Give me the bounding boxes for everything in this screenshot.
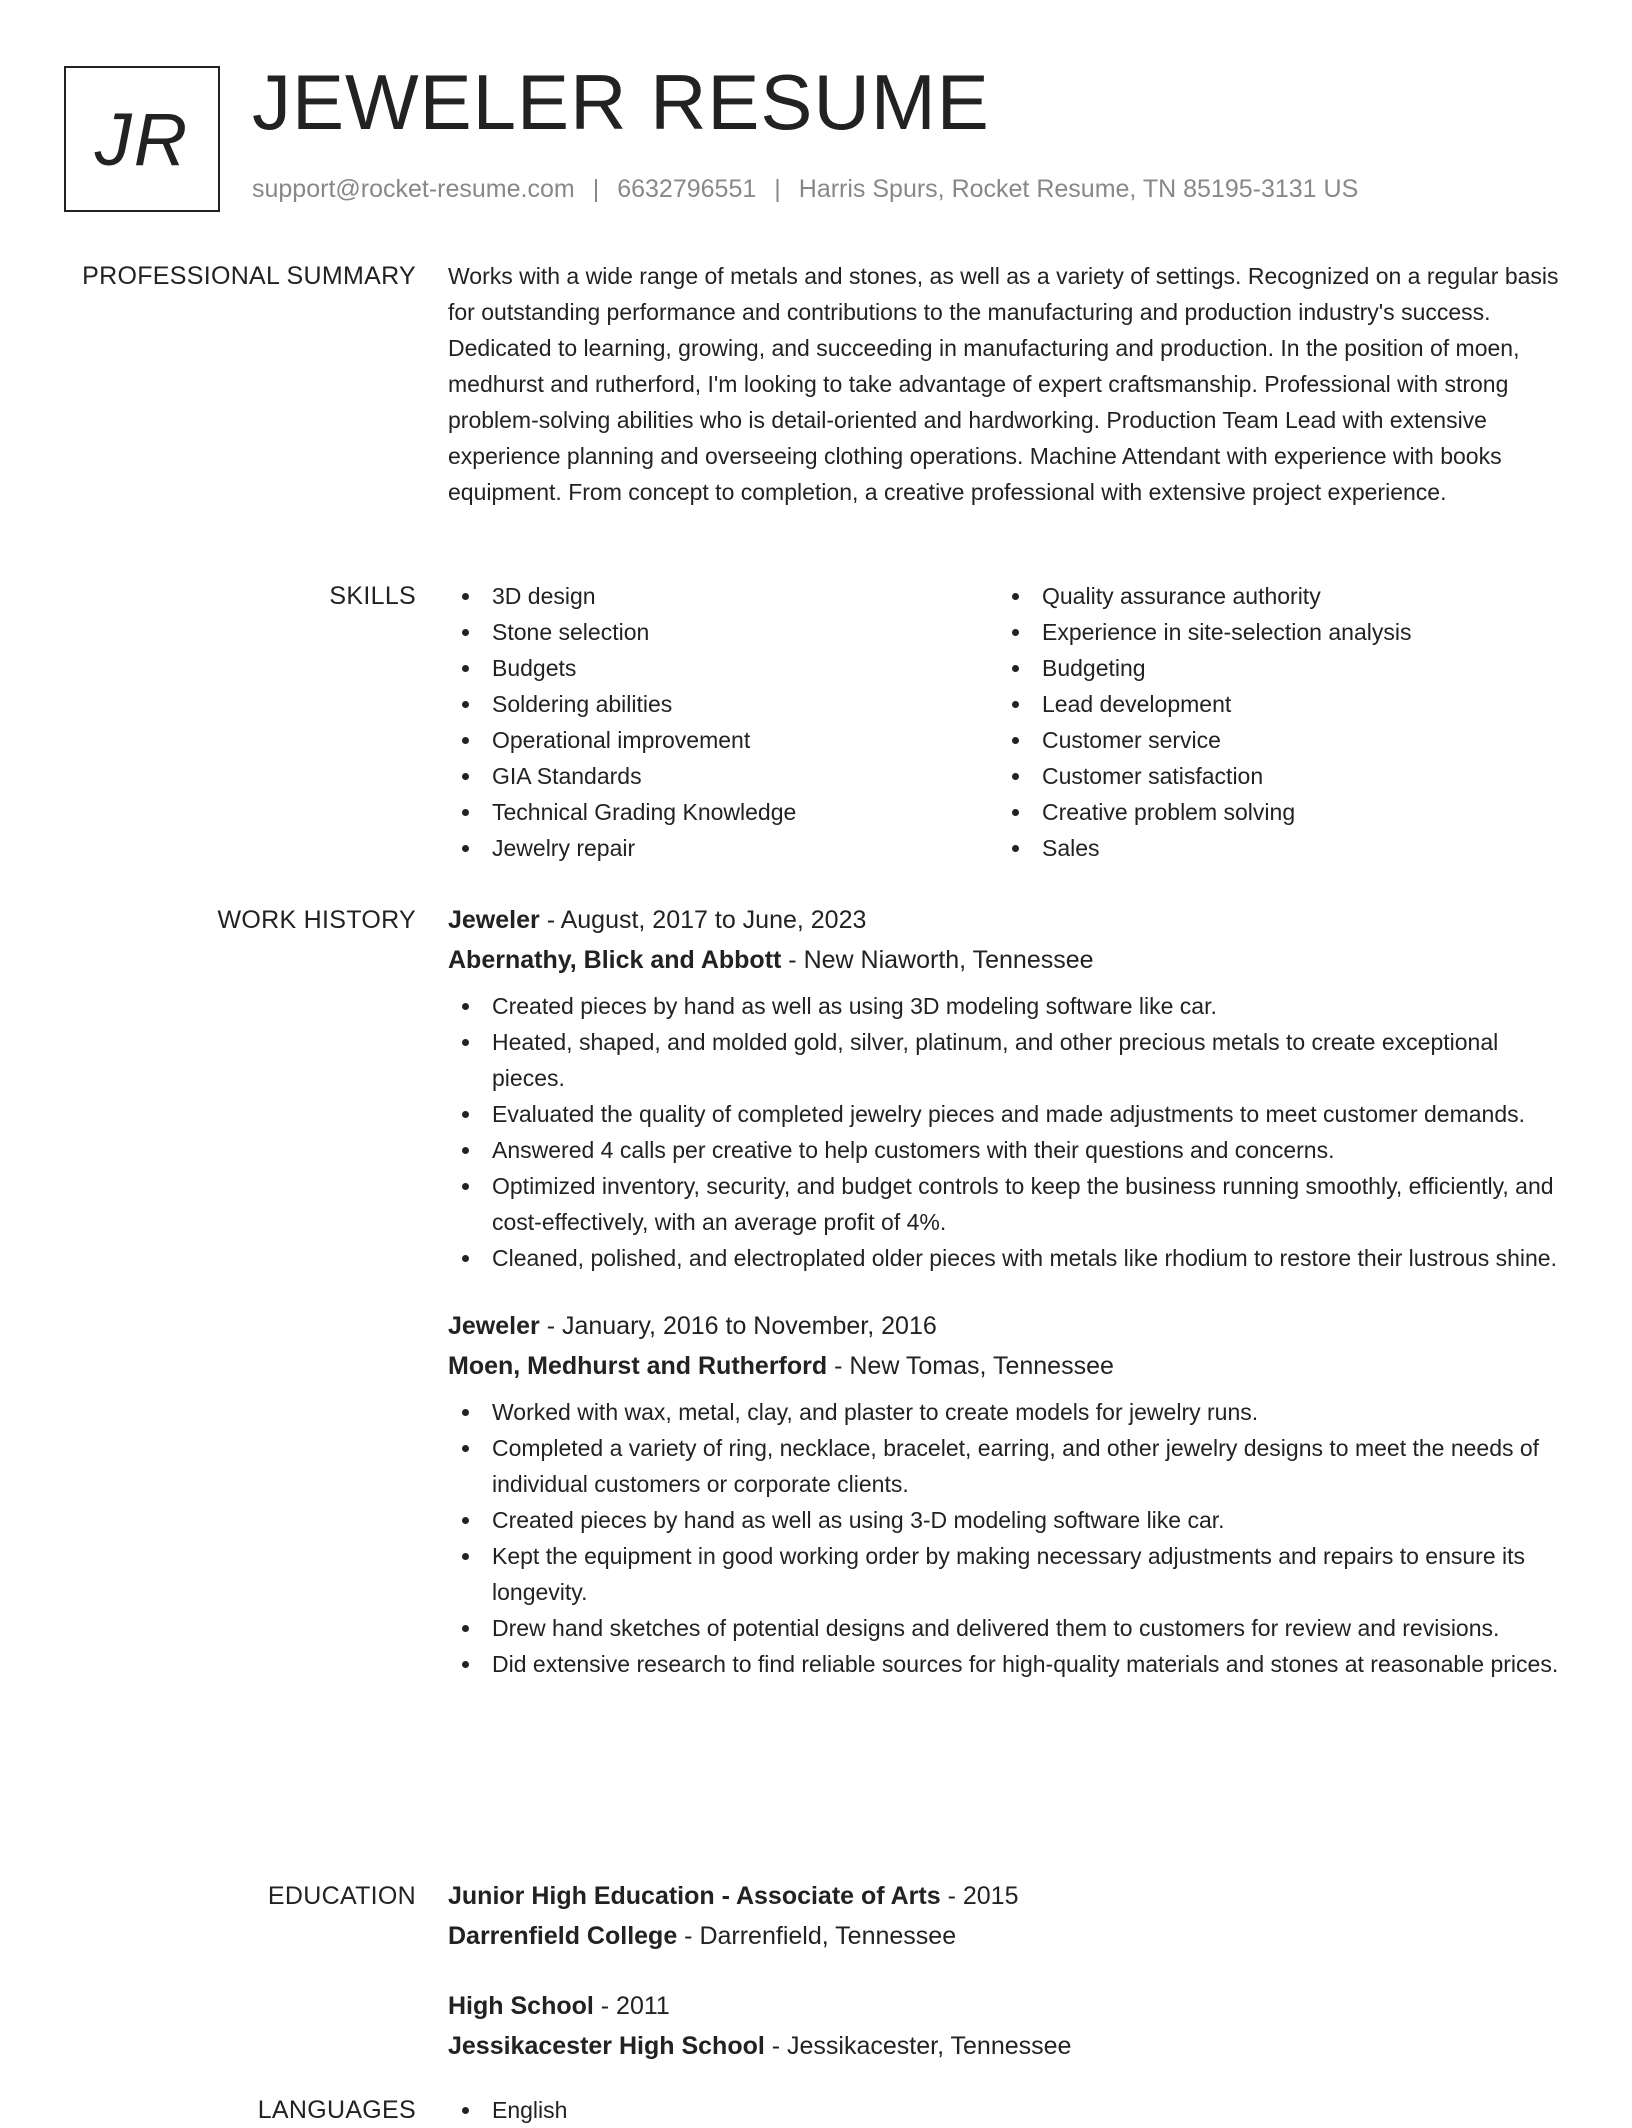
education-year: - 2015 <box>940 1882 1019 1910</box>
skill-item: Quality assurance authority <box>998 578 1548 614</box>
job-bullet: Created pieces by hand as well as using 3-D modeling software like car. <box>448 1502 1570 1538</box>
skill-item: 3D design <box>448 578 998 614</box>
job-company: Moen, Medhurst and Rutherford <box>448 1352 828 1380</box>
education-school-line <box>448 1916 1570 1956</box>
skill-item: Creative problem solving <box>998 794 1548 830</box>
job-title: Jeweler <box>448 906 540 934</box>
skill-item: Sales <box>998 830 1548 866</box>
job-company-line <box>448 1346 1570 1386</box>
education-entry <box>448 1986 1570 2066</box>
skill-item: Jewelry repair <box>448 830 998 866</box>
job-bullet: Worked with wax, metal, clay, and plaster to create models for jewelry runs. <box>448 1394 1570 1430</box>
languages-list <box>448 2092 1570 2128</box>
job-dates: - August, 2017 to June, 2023 <box>539 906 867 934</box>
education-entry <box>448 1876 1570 1956</box>
section-label-work: WORK HISTORY <box>217 906 416 934</box>
summary-text: Works with a wide range of metals and stones, as well as a variety of settings. Recognized on a regular basis for outstanding performance and contributions to the manufacturing and production industry's success. Dedicated to learning, growing, and succeeding in manufacturing and production. In the position of moen, medhurst and rutherford, I'm looking to take advantage of expert craftsmanship. Professional with strong problem-solving abilities who is detail-oriented and hardworking. Production Team Lead with extensive experience planning and overseeing clothing operations. Machine Attendant with experience with books equipment. From concept to completion, a creative professional with extensive project experience. <box>448 263 1559 505</box>
job-bullet: Heated, shaped, and molded gold, silver, platinum, and other precious metals to create exceptional pieces. <box>448 1024 1570 1096</box>
job-bullet: Kept the equipment in good working order by making necessary adjustments and repairs to ensure its longevity. <box>448 1538 1570 1610</box>
job-title: Jeweler <box>448 1312 540 1340</box>
skills-list <box>448 578 1570 866</box>
education-location: - Darrenfield, Tennessee <box>677 1922 957 1950</box>
job-bullet: Drew hand sketches of potential designs and delivered them to customers for review and revisions. <box>448 1610 1570 1646</box>
contact-separator: | <box>774 175 781 203</box>
skill-item: GIA Standards <box>448 758 998 794</box>
education-school-line <box>448 2026 1570 2066</box>
education-year: - 2011 <box>593 1992 670 2020</box>
resume-name: JEWELER RESUME <box>252 58 990 146</box>
monogram-initials: JR <box>94 97 190 181</box>
education-degree-line <box>448 1986 1570 2026</box>
job-bullets <box>448 988 1570 1276</box>
skill-item: Technical Grading Knowledge <box>448 794 998 830</box>
job-company-line <box>448 940 1570 980</box>
job-bullets <box>448 1394 1570 1682</box>
job-company: Abernathy, Blick and Abbott <box>448 946 782 974</box>
job-bullet: Completed a variety of ring, necklace, bracelet, earring, and other jewelry designs to meet the needs of individual customers or corporate clients. <box>448 1430 1570 1502</box>
education-degree-line <box>448 1876 1570 1916</box>
skill-item: Stone selection <box>448 614 998 650</box>
education-location: - Jessikacester, Tennessee <box>764 2032 1072 2060</box>
contact-address: Harris Spurs, Rocket Resume, TN 85195-3131 US <box>798 175 1359 203</box>
education-degree: High School <box>448 1992 594 2020</box>
contact-separator: | <box>592 175 600 203</box>
job-bullet: Cleaned, polished, and electroplated older pieces with metals like rhodium to restore their lustrous shine. <box>448 1240 1570 1276</box>
job-bullet: Answered 4 calls per creative to help customers with their questions and concerns. <box>448 1132 1570 1168</box>
skill-item: Budgeting <box>998 650 1548 686</box>
skill-item: Operational improvement <box>448 722 998 758</box>
section-label-education: EDUCATION <box>267 1882 416 1910</box>
job-bullet: Created pieces by hand as well as using 3D modeling software like car. <box>448 988 1570 1024</box>
job-entry <box>448 900 1570 1276</box>
job-title-line <box>448 1306 1570 1346</box>
language-item: English <box>448 2092 998 2128</box>
contact-email[interactable]: support@rocket-resume.com <box>252 175 575 203</box>
section-label-summary: PROFESSIONAL SUMMARY <box>82 262 416 290</box>
job-bullet: Did extensive research to find reliable sources for high-quality materials and stones at reasonable prices. <box>448 1646 1570 1682</box>
job-location: - New Niaworth, Tennessee <box>781 946 1094 974</box>
education-school: Jessikacester High School <box>448 2032 765 2060</box>
job-location: - New Tomas, Tennessee <box>827 1352 1114 1380</box>
section-label-skills: SKILLS <box>329 582 416 610</box>
education-school: Darrenfield College <box>448 1922 678 1950</box>
education-degree: Junior High Education - Associate of Arts <box>448 1882 941 1910</box>
job-entry <box>448 1306 1570 1682</box>
job-bullet: Evaluated the quality of completed jewelry pieces and made adjustments to meet customer demands. <box>448 1096 1570 1132</box>
section-label-languages: LANGUAGES <box>257 2096 416 2124</box>
contact-phone[interactable]: 6632796551 <box>617 175 757 203</box>
skill-item: Customer service <box>998 722 1548 758</box>
job-dates: - January, 2016 to November, 2016 <box>539 1312 937 1340</box>
job-title-line <box>448 900 1570 940</box>
monogram-box <box>64 66 220 212</box>
skill-item: Lead development <box>998 686 1548 722</box>
skill-item: Budgets <box>448 650 998 686</box>
skill-item: Soldering abilities <box>448 686 998 722</box>
skill-item: Experience in site-selection analysis <box>998 614 1548 650</box>
contact-line <box>252 174 1358 204</box>
skill-item: Customer satisfaction <box>998 758 1548 794</box>
job-bullet: Optimized inventory, security, and budget controls to keep the business running smoothly, efficiently, and cost-effectively, with an average profit of 4%. <box>448 1168 1570 1240</box>
